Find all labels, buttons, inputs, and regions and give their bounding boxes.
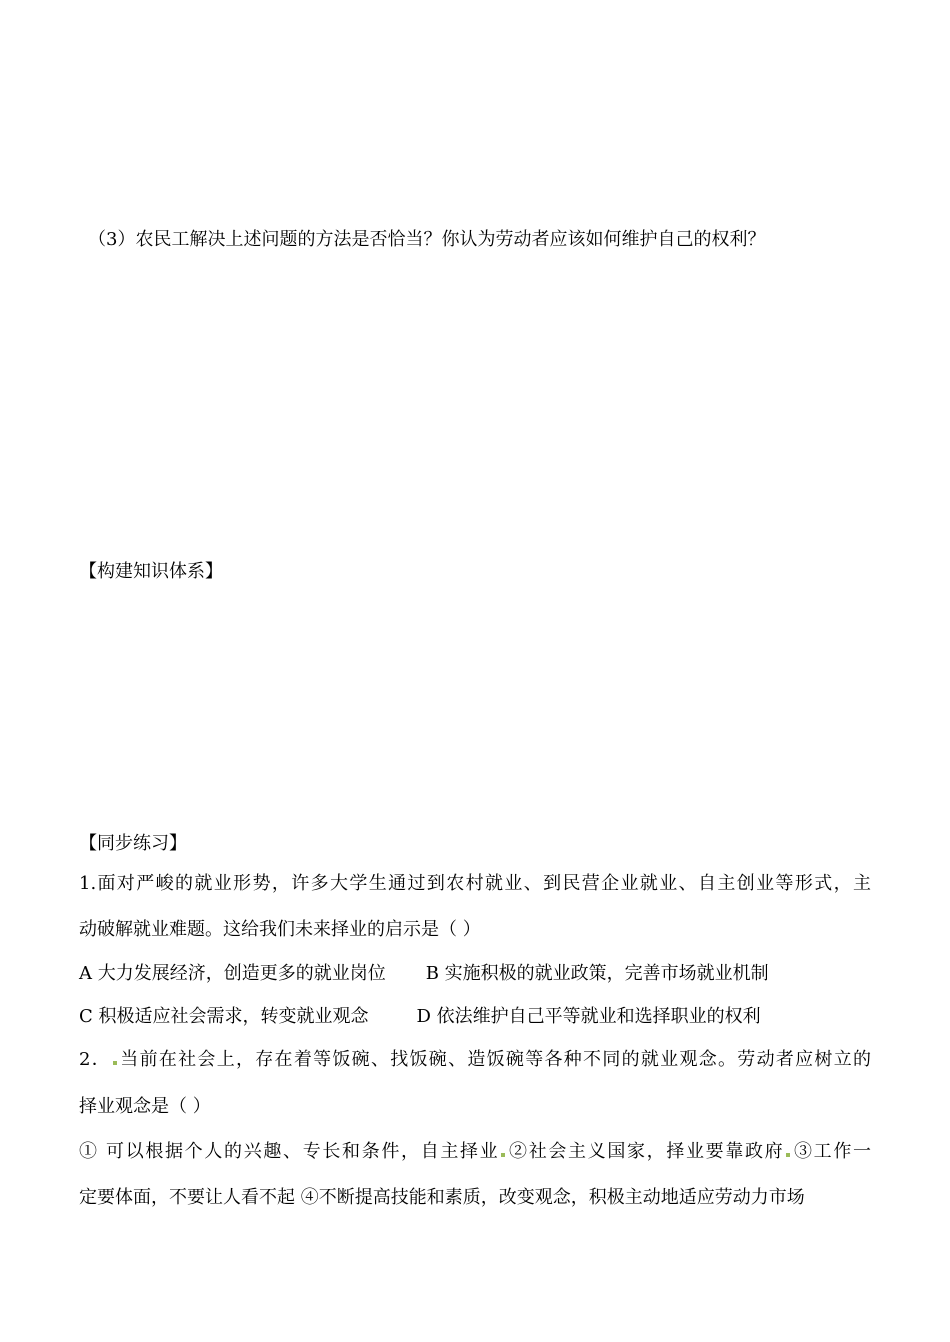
q2-stem-line1 xyxy=(79,1048,871,1072)
q2-option-2: ②社会主义国家，择业要靠政府 xyxy=(507,1141,785,1162)
q1-options-row1 xyxy=(79,962,769,986)
mark-dot xyxy=(501,1153,505,1157)
q2-options-line1 xyxy=(79,1140,871,1164)
q1-options-row2 xyxy=(79,1005,761,1029)
section-heading-knowledge: 【构建知识体系】 xyxy=(79,561,223,582)
q1-option-a: A 大力发展经济，创造更多的就业岗位 xyxy=(79,963,386,984)
section-heading-practice: 【同步练习】 xyxy=(79,833,187,854)
mark-dot xyxy=(113,1061,117,1065)
q1-stem-line2: 动破解就业难题。这给我们未来择业的启示是（ ） xyxy=(79,919,481,940)
q2-option-3: ③工作一 xyxy=(792,1141,872,1162)
q1-stem-line1: 1.面对严峻的就业形势，许多大学生通过到农村就业、到民营企业就业、自主创业等形式，主 xyxy=(79,873,871,894)
q2-number: 2． xyxy=(79,1049,112,1070)
q1-option-b: B 实施积极的就业政策，完善市场就业机制 xyxy=(425,963,769,984)
q2-stem-text: 当前在社会上，存在着等饭碗、找饭碗、造饭碗等各种不同的就业观念。劳动者应树立的 xyxy=(119,1049,871,1070)
q2-options-line2: 定要体面，不要让人看不起 ④不断提高技能和素质，改变观念，积极主动地适应劳动力市场 xyxy=(79,1187,805,1208)
q1-option-d: D 依法维护自己平等就业和选择职业的权利 xyxy=(416,1006,761,1027)
q2-stem-line2: 择业观念是（ ） xyxy=(79,1096,211,1117)
question-3: （3）农民工解决上述问题的方法是否恰当？你认为劳动者应该如何维护自己的权利？ xyxy=(88,229,766,250)
q2-option-1: ① 可以根据个人的兴趣、专长和条件，自主择业 xyxy=(79,1141,500,1162)
mark-dot xyxy=(786,1153,790,1157)
q1-option-c: C 积极适应社会需求，转变就业观念 xyxy=(79,1006,369,1027)
